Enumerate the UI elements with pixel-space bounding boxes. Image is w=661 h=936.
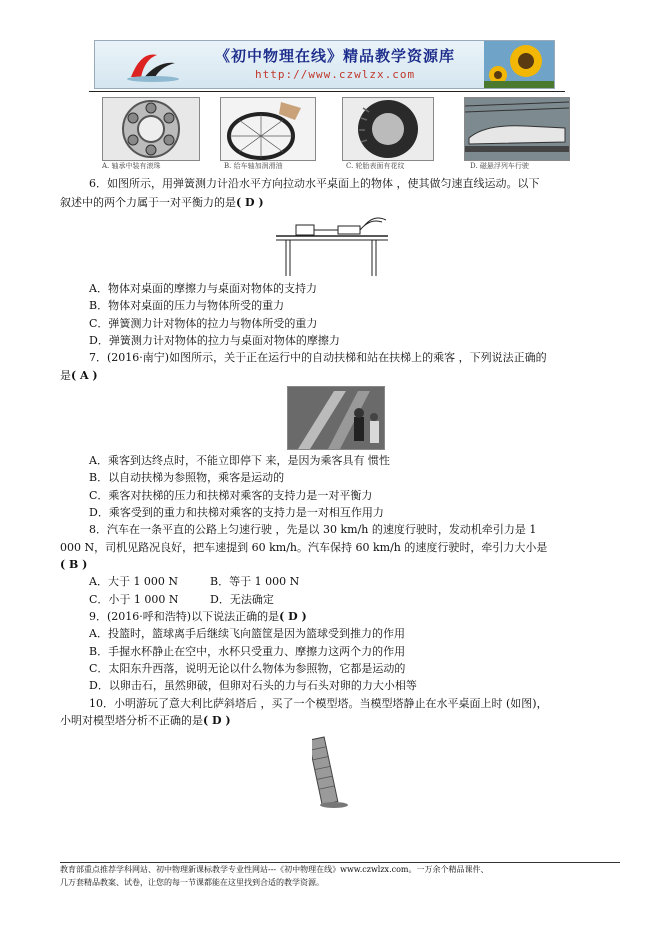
q9-line1	[89, 609, 307, 625]
q9-option-b: B．手握水杯静止在空中，水杯只受重力、摩擦力这两个力的作用	[89, 645, 406, 658]
q8-line2: 000 N，司机见路况良好，把车速提到 60 km/h。汽车保持 60 km/h 的速度行驶时，牵引力大小是	[60, 541, 548, 554]
spring-scale-diagram	[272, 212, 392, 278]
maglev-train-icon	[465, 98, 569, 160]
q6-option-c: C．弹簧测力计对物体的拉力与物体所受的重力	[89, 317, 318, 330]
q7-line1: 7．(2016·南宁)如图所示，关于正在运行中的自动扶梯和站在扶梯上的乘客 ，下列说法正确的	[89, 351, 547, 364]
caption-b: B. 给车轴加润滑油	[224, 162, 283, 170]
q7-stem-end: 是	[60, 369, 71, 382]
header-url: http://www.czwlzx.com	[255, 68, 416, 81]
footer-line1: 教育部重点推荐学科网站、初中物理新课标教学专业性网站---《初中物理在线》www.czwlzx.com。一万余个精品课件、	[60, 865, 489, 874]
bearing-icon	[103, 98, 199, 160]
q6-answer: ( D )	[236, 196, 264, 209]
q9-option-a: A．投篮时，篮球离手后继续飞向篮筐是因为篮球受到推力的作用	[89, 627, 405, 640]
footer-divider	[60, 862, 620, 863]
header-divider	[89, 91, 565, 92]
q7-line2	[60, 368, 98, 384]
q8-option-d: D．无法确定	[210, 593, 274, 606]
bicycle-wheel-icon	[221, 98, 315, 160]
q10-stem-end: 小明对模型塔分析不正确的是	[60, 714, 203, 727]
caption-a: A. 轴承中装有滚珠	[102, 162, 161, 170]
q6-option-d: D．弹簧测力计对物体的拉力与桌面对物体的摩擦力	[89, 334, 340, 347]
footer-line2: 几万套精品教案、试卷，让您的每一节课都能在这里找到合适的教学资源。	[60, 878, 324, 887]
q7-option-c: C．乘客对扶梯的压力和扶梯对乘客的支持力是一对平衡力	[89, 489, 373, 502]
q6-stem-end: 叙述中的两个力属于一对平衡力的是	[60, 196, 236, 209]
q6-option-a: A．物体对桌面的摩擦力与桌面对物体的支持力	[89, 282, 317, 295]
photo-wheel	[220, 97, 316, 161]
q9-stem: 9．(2016·呼和浩特)以下说法正确的是	[89, 610, 280, 623]
q8-line1: 8．汽车在一条平直的公路上匀速行驶 ，先是以 30 km/h 的速度行驶时，发动机牵引力是 1	[89, 523, 537, 536]
q9-option-d: D．以卵击石，虽然卵破，但卵对石头的力与石头对卵的力大小相等	[89, 679, 417, 692]
escalator-icon	[288, 387, 384, 449]
q6-option-b: B．物体对桌面的压力与物体所受的重力	[89, 299, 285, 312]
q7-answer: ( A )	[71, 369, 98, 382]
q10-line1: 10．小明游玩了意大利比萨斜塔后 ，买了一个模型塔。当模型塔静止在水平桌面上时 (如图)，	[89, 697, 548, 710]
tire-icon	[343, 98, 433, 160]
q8-answer: ( B )	[60, 558, 88, 571]
caption-d: D. 磁悬浮列车行驶	[470, 162, 529, 170]
q9-answer: ( D )	[279, 610, 307, 623]
q7-option-b: B．以自动扶梯为参照物，乘客是运动的	[89, 471, 285, 484]
header-title: 《初中物理在线》精品教学资源库	[215, 47, 456, 65]
q6-line2	[60, 195, 264, 211]
photo-tire	[342, 97, 434, 161]
q10-line2	[60, 713, 231, 729]
q6-line1: 6．如图所示，用弹簧测力计沿水平方向拉动水平桌面上的物体 ，使其做匀速直线运动。以下	[89, 177, 540, 190]
q10-answer: ( D )	[203, 714, 231, 727]
q9-option-c: C．太阳东升西落，说明无论以什么物体为参照物，它都是运动的	[89, 662, 406, 675]
header-banner	[94, 40, 555, 89]
sunflower-image	[484, 41, 554, 88]
photo-bearing	[102, 97, 200, 161]
leaning-tower-icon	[312, 733, 350, 809]
q8-option-b: B．等于 1 000 N	[210, 575, 300, 588]
photo-leaning-tower	[312, 733, 350, 809]
photo-maglev	[464, 97, 570, 161]
q8-option-a: A．大于 1 000 N	[89, 575, 179, 588]
photo-escalator	[287, 386, 385, 450]
q7-option-a: A．乘客到达终点时，不能立即停下 来，是因为乘客具有 惯性	[89, 454, 390, 467]
logo-icon	[123, 47, 183, 83]
caption-c: C. 轮胎表面有花纹	[346, 162, 405, 170]
q8-option-c: C．小于 1 000 N	[89, 593, 179, 606]
q7-option-d: D．乘客受到的重力和扶梯对乘客的支持力是一对相互作用力	[89, 506, 384, 519]
